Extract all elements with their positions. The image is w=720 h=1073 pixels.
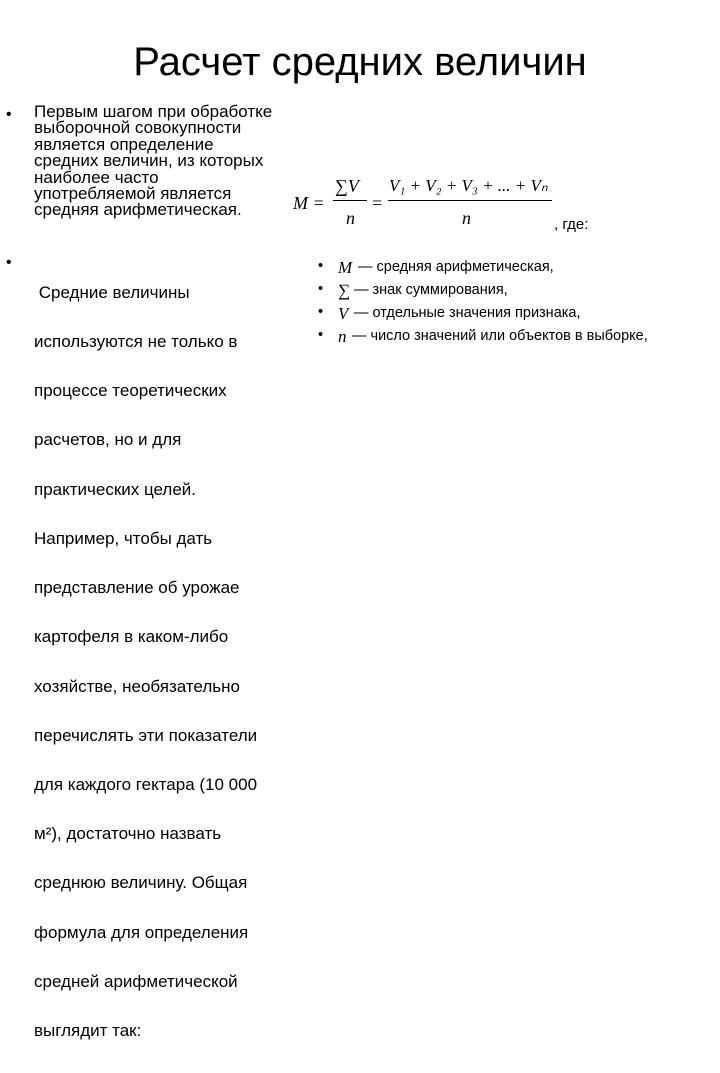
text-line: процессе теоретических	[34, 381, 227, 401]
definition-item	[318, 281, 718, 304]
definition-symbol: ∑	[338, 281, 351, 300]
definition-text: — средняя арифметическая,	[358, 259, 554, 275]
text-line: Средние величины	[34, 282, 190, 302]
formula-numerator-sum: ∑V	[335, 176, 359, 196]
definition-symbol: M	[338, 258, 353, 277]
definition-item	[318, 258, 718, 281]
fraction-bar	[333, 200, 367, 201]
definition-text: — знак суммирования,	[354, 282, 508, 298]
text-line: среднюю величину. Общая	[34, 873, 248, 893]
bullet-marker: •	[318, 304, 324, 320]
bullet-marker: •	[6, 254, 12, 271]
text-line: формула для определения	[34, 922, 249, 942]
bullet-text	[34, 252, 298, 1072]
text-line: для каждого гектара (10 000	[34, 775, 258, 794]
formula-lhs: M =	[293, 193, 325, 213]
bullet-marker: •	[318, 258, 324, 274]
text-line: выборочной совокупности	[34, 118, 242, 138]
text-line: является определение	[34, 134, 214, 154]
text-line: расчетов, но и для	[34, 430, 182, 450]
definition-text: — число значений или объектов в выборке,	[352, 328, 648, 344]
text-line: выглядит так:	[34, 1021, 142, 1041]
text-line: средней арифметической	[34, 971, 238, 991]
definition-text: — отдельные значения признака,	[354, 305, 581, 321]
text-line: картофеля в каком-либо	[34, 627, 229, 647]
bullet-text	[34, 104, 298, 219]
text-line: употребляемой является	[34, 184, 232, 204]
definition-symbol: V	[338, 304, 349, 323]
text-line: хозяйстве, необязательно	[34, 676, 240, 696]
formula-equals: =	[372, 193, 383, 213]
text-line: используются не только в	[34, 332, 238, 352]
formula-suffix: , где:	[554, 216, 589, 233]
definition-item	[318, 327, 718, 350]
text-line: перечислять эти показатели	[34, 725, 258, 745]
text-line: представление об урожае	[34, 578, 240, 598]
formula-denominator: n	[462, 208, 471, 228]
text-line: практических целей.	[34, 479, 197, 499]
bullet-marker: •	[318, 327, 324, 343]
formula-denominator: n	[346, 208, 355, 228]
text-line: Первым шагом при обработке	[34, 102, 273, 121]
text-line: м²), достаточно назвать	[34, 824, 222, 844]
text-line: наиболее часто	[34, 167, 159, 187]
definition-symbol: n	[338, 327, 347, 346]
definition-item	[318, 304, 718, 327]
bullet-marker: •	[6, 106, 12, 123]
text-line: средняя арифметическая.	[34, 200, 242, 220]
bullet-marker: •	[318, 281, 324, 297]
text-line: средних величин, из которых	[34, 151, 264, 171]
formula-numerator-expanded: V₁ + V₂ + V₃ + ... + Vₙ	[389, 176, 548, 195]
symbol-definitions	[318, 258, 718, 350]
fraction-bar	[388, 200, 552, 201]
slide-title: Расчет средних величин	[133, 40, 587, 84]
text-line: Например, чтобы дать	[34, 528, 213, 548]
